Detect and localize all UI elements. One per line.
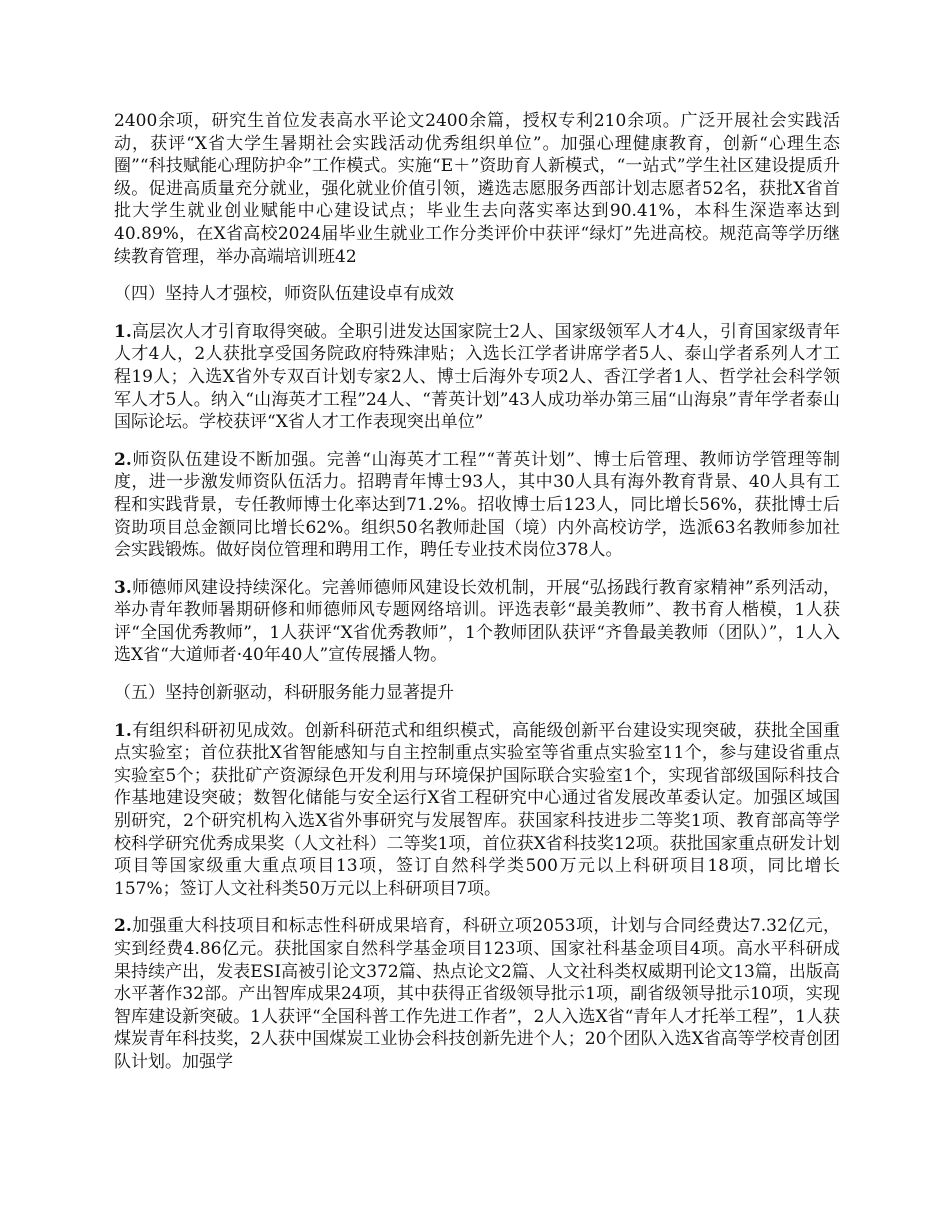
paragraph-number: 2. — [114, 449, 132, 470]
paragraph-text: 师资队伍建设不断加强。完善“山海英才工程”“菁英计划”、博士后管理、教师访学管理等制度，进一步激发师资队伍活力。招聘青年博士93人，其中30人具有海外教育背景、40人具有工程和实践背景，专任教师博士化率达到71.2%。招收博士后123人，同比增长56%，获批博士后资助项目总金额同比增长62%。组织50名教师赴国（境）内外高校访学，选派63名教师参加社会实践锻炼。做好岗位管理和聘用工作，聘任专业技术岗位378人。 — [114, 449, 840, 561]
paragraph-faculty-building — [114, 449, 840, 562]
paragraph-text: 2400余项，研究生首位发表高水平论文2400余篇，授权专利210余项。广泛开展社会实践活动，获评“X省大学生暑期社会实践活动优秀组织单位”。加强心理健康教育，创新“心理生态圈”“科技赋能心理防护伞”工作模式。实施“E＋”资助育人新模式，“一站式”学生社区建设提质升级。促进高质量充分就业，强化就业价值引领，遴选志愿服务西部计划志愿者52名，获批X省首批大学生就业创业赋能中心建设试点；毕业生去向落实率达到90.41%，本科生深造率达到40.89%，在X省高校2024届毕业生就业工作分类评价中获评“绿灯”先进高校。规范高等学历继续教育管理，举办高端培训班42 — [114, 111, 840, 267]
paragraph-text: 高层次人才引育取得突破。全职引进发达国家院士2人、国家级领军人才4人，引育国家级青年人才4人，2人获批享受国务院政府特殊津贴；入选长江学者讲席学者5人、泰山学者系列人才工程19人；入选X省外专双百计划专家2人、博士后海外专项2人、香江学者1人、哲学社会科学领军人才5人。纳入“山海英才工程”24人、“菁英计划”43人成功举办第三届“山海泉”青年学者泰山国际论坛。学校获评“X省人才工作表现突出单位” — [114, 321, 840, 433]
section-heading-5: （五）坚持创新驱动，科研服务能力显著提升 — [114, 683, 454, 704]
paragraph-number: 1. — [114, 321, 132, 342]
paragraph-talent-introduction — [114, 321, 840, 434]
paragraph-research-projects — [114, 915, 840, 1073]
paragraph-text: 加强重大科技项目和标志性科研成果培育，科研立项2053项，计划与合同经费达7.32亿元，实到经费4.86亿元。获批国家自然科学基金项目123项、国家社科基金项目4项。高水平科研成果持续产出，发表ESI高被引论文372篇、热点论文2篇、人文社科类权威期刊论文13篇，出版高水平著作32部。产出智库成果24项，其中获得正省级领导批示1项，副省级领导批示10项，实现智库建设新突破。1人获评“全国科普工作先进工作者”，2人入选X省“青年人才托举工程”，1人获煤炭青年科技奖，2人获中国煤炭工业协会科技创新先进个人；20个团队入选X省高等学校青创团队计划。加强学 — [114, 916, 840, 1072]
paragraph-teacher-ethics — [114, 577, 840, 667]
paragraph-text: 师德师风建设持续深化。完善师德师风建设长效机制，开展“弘扬践行教育家精神”系列活动，举办青年教师暑期研修和师德师风专题网络培训。评选表彰“最美教师”、教书育人楷模，1人获评“全国优秀教师”，1人获评“X省优秀教师”，1个教师团队获评“齐鲁最美教师（团队）”，1人入选X省“大道师者·40年40人”宣传展播人物。 — [114, 577, 840, 666]
paragraph-number: 3. — [114, 577, 132, 598]
paragraph-1 — [114, 110, 840, 268]
paragraph-number: 2. — [114, 916, 132, 937]
paragraph-organized-research — [114, 720, 840, 901]
paragraph-text: 有组织科研初见成效。创新科研范式和组织模式，高能级创新平台建设实现突破，获批全国重点实验室；首位获批X省智能感知与自主控制重点实验室等省重点实验室11个，参与建设省重点实验室5个；获批矿产资源绿色开发利用与环境保护国际联合实验室1个，实现省部级国际科技合作基地建设突破；数智化储能与安全运行X省工程研究中心通过省发展改革委认定。加强区域国别研究，2个研究机构入选X省外事研究与发展智库。获国家科技进步二等奖1项、教育部高等学校科学研究优秀成果奖（人文社科）二等奖1项，首位获X省科技奖12项。获批国家重点研发计划项目等国家级重大重点项目13项，签订自然科学类500万元以上科研项目18项，同比增长157%；签订人文社科类50万元以上科研项目7项。 — [114, 720, 840, 899]
paragraph-number: 1. — [114, 720, 132, 741]
section-heading-4: （四）坚持人才强校，师资队伍建设卓有成效 — [114, 284, 454, 305]
